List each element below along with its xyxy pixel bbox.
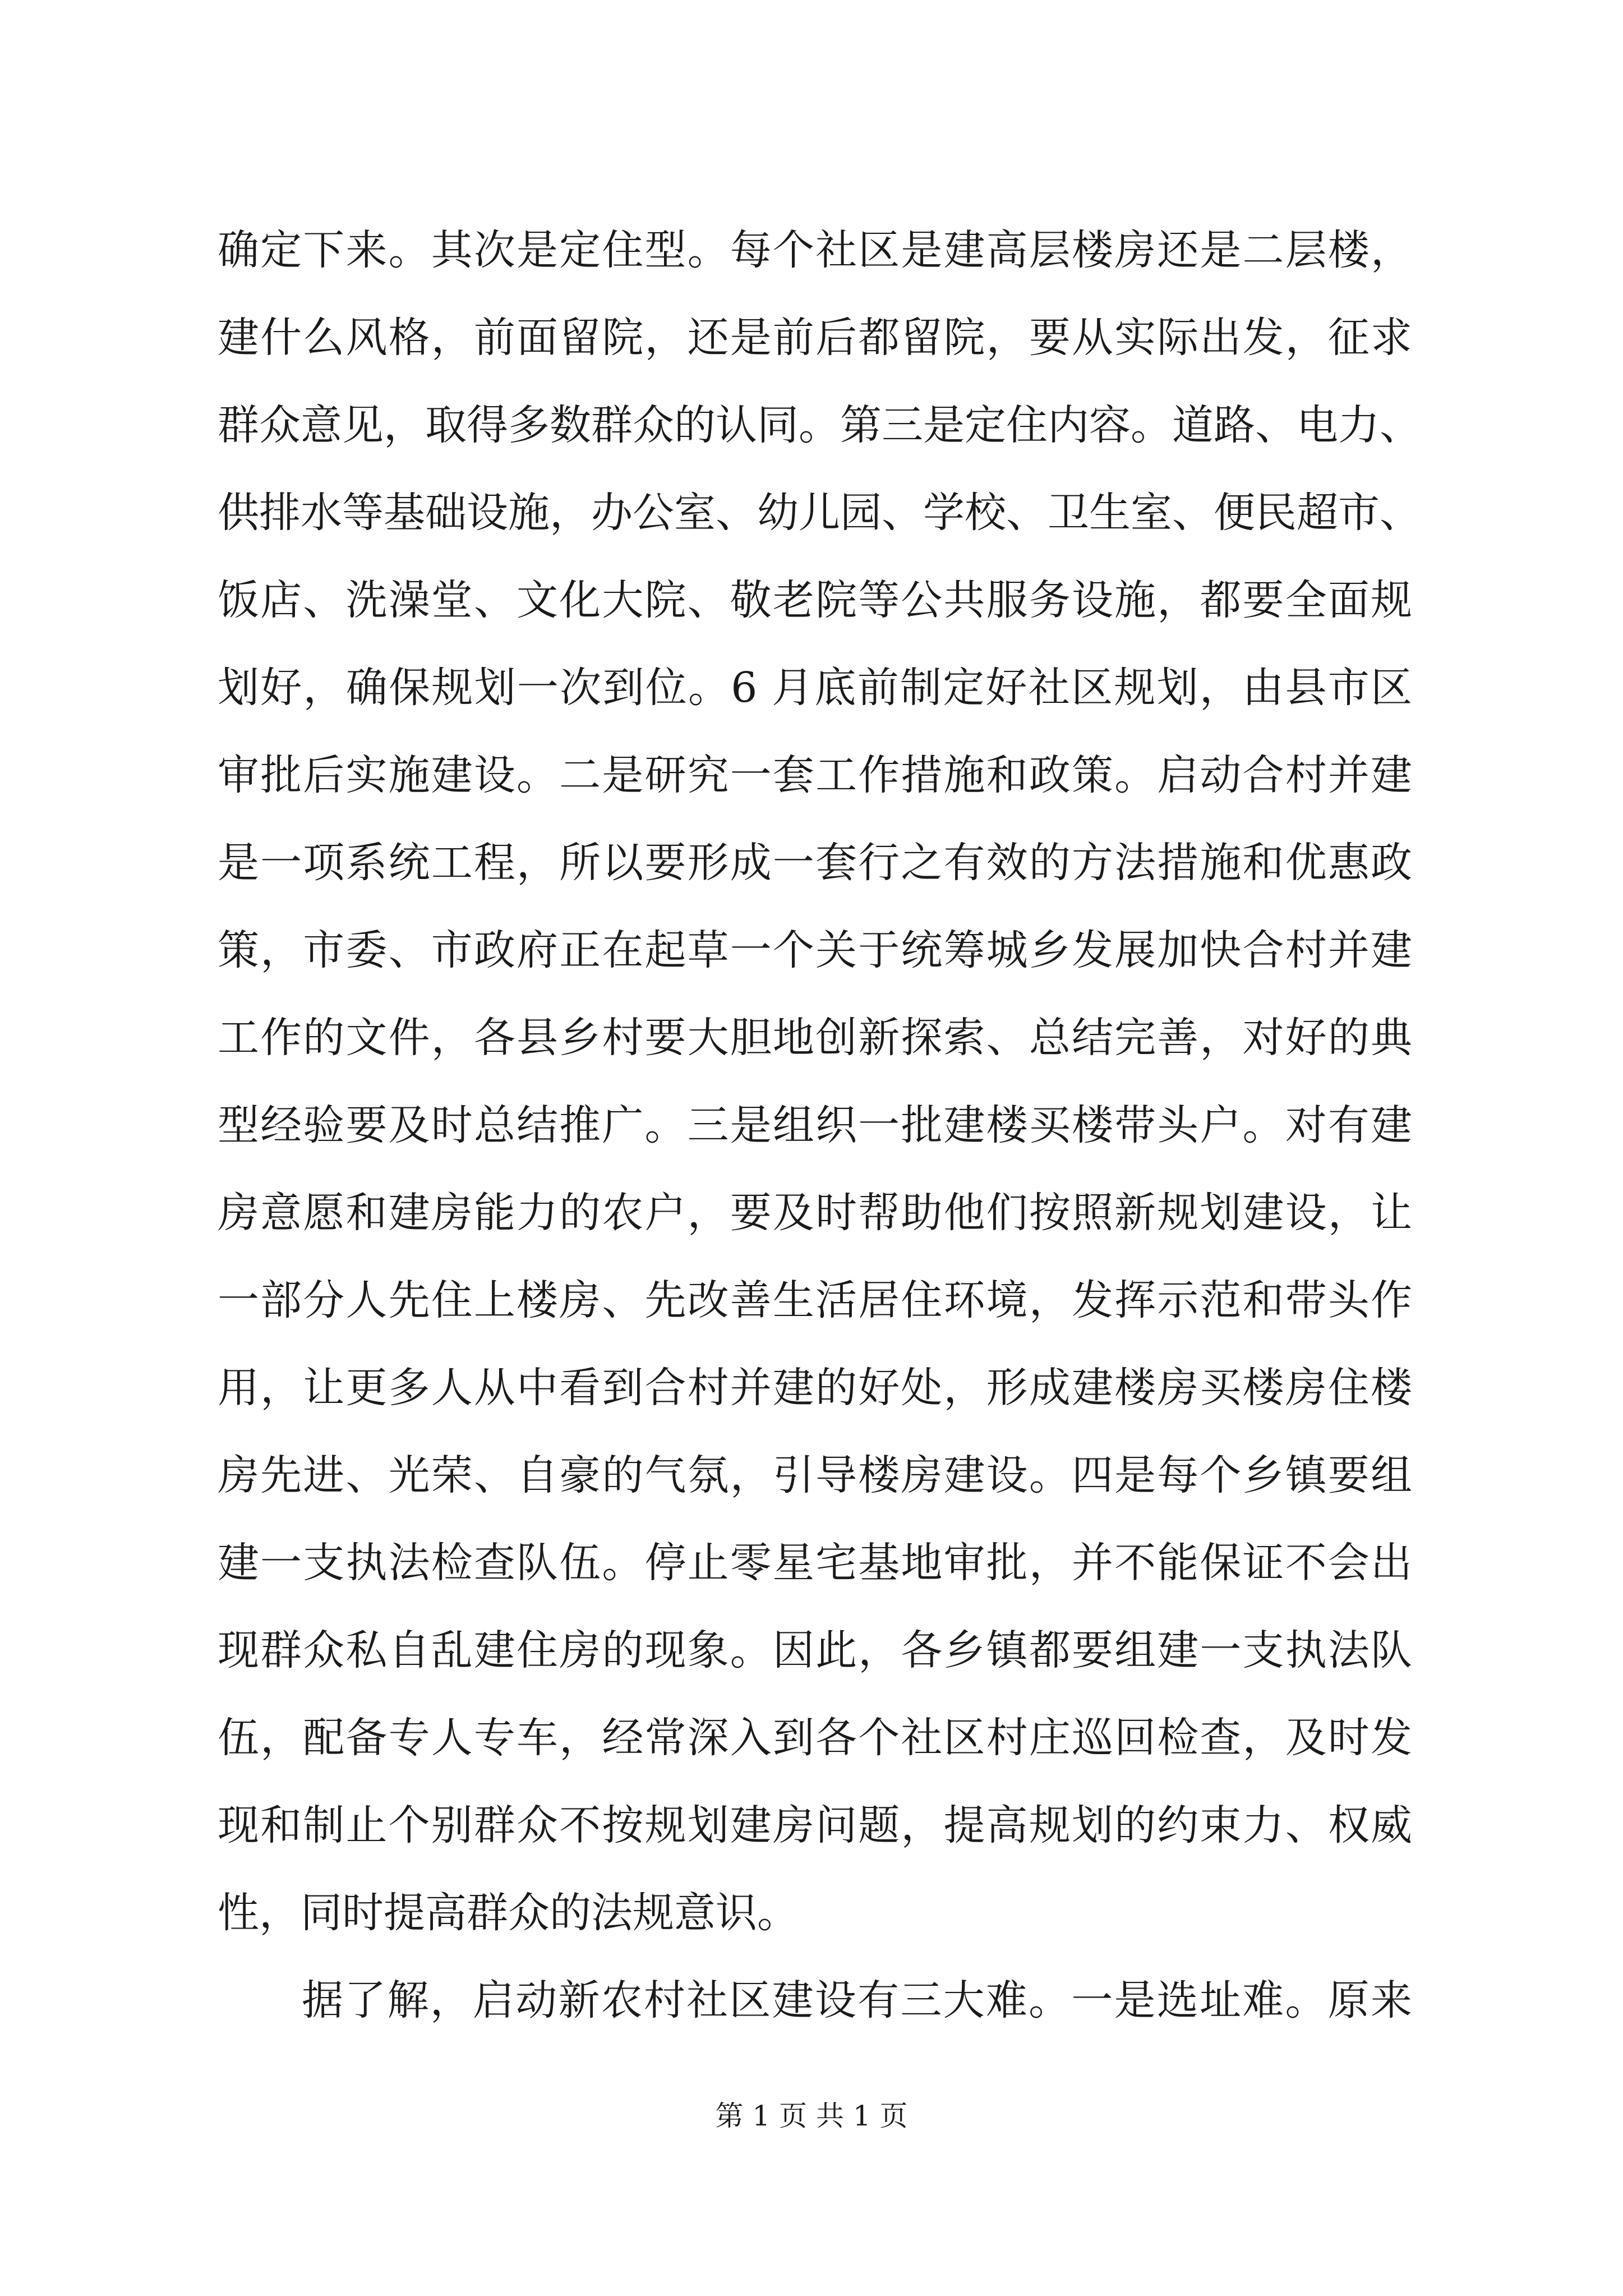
text-line: 一部分人先住上楼房、先改善生活居住环境，发挥示范和带头作 xyxy=(218,1276,1412,1324)
text-line: 群众意见，取得多数群众的认同。第三是定住内容。道路、电力、 xyxy=(218,401,1421,449)
text-line: 房意愿和建房能力的农户，要及时帮助他们按照新规划建设，让 xyxy=(218,1189,1412,1237)
text-line: 供排水等基础设施，办公室、幼儿园、学校、卫生室、便民超市、 xyxy=(218,489,1421,537)
text-line: 划好，确保规划一次到位。6 月底前制定好社区规划，由县市区 xyxy=(218,664,1412,712)
text-line: 现群众私自乱建住房的现象。因此，各乡镇都要组建一支执法队 xyxy=(218,1626,1412,1674)
text-line: 建什么风格，前面留院，还是前后都留院，要从实际出发，征求 xyxy=(218,314,1412,362)
text-line: 饭店、洗澡堂、文化大院、敬老院等公共服务设施，都要全面规 xyxy=(218,576,1412,624)
document-body xyxy=(218,206,1421,2044)
paragraph-end-line: 性，同时提高群众的法规意识。 xyxy=(218,1889,799,1937)
text-line: 用，让更多人从中看到合村并建的好处，形成建楼房买楼房住楼 xyxy=(218,1364,1412,1412)
text-line: 确定下来。其次是定住型。每个社区是建高层楼房还是二层楼， xyxy=(218,226,1412,274)
text-line: 房先进、光荣、自豪的气氛，引导楼房建设。四是每个乡镇要组 xyxy=(218,1451,1412,1499)
text-line: 审批后实施建设。二是研究一套工作措施和政策。启动合村并建 xyxy=(218,751,1412,799)
paragraph-start-line: 据了解，启动新农村社区建设有三大难。一是选址难。原来 xyxy=(302,1976,1412,2024)
text-line: 工作的文件，各县乡村要大胆地创新探索、总结完善，对好的典 xyxy=(218,1014,1412,1062)
text-line: 伍，配备专人专车，经常深入到各个社区村庄巡回检查，及时发 xyxy=(218,1714,1412,1762)
text-line: 型经验要及时总结推广。三是组织一批建楼买楼带头户。对有建 xyxy=(218,1101,1412,1149)
text-line: 是一项系统工程，所以要形成一套行之有效的方法措施和优惠政 xyxy=(218,839,1412,887)
page-number-footer: 第 1 页 共 1 页 xyxy=(715,2100,908,2132)
text-line: 建一支执法检查队伍。停止零星宅基地审批，并不能保证不会出 xyxy=(218,1539,1412,1587)
text-line: 现和制止个别群众不按规划建房问题，提高规划的约束力、权威 xyxy=(218,1801,1412,1849)
text-line: 策，市委、市政府正在起草一个关于统筹城乡发展加快合村并建 xyxy=(218,926,1412,974)
